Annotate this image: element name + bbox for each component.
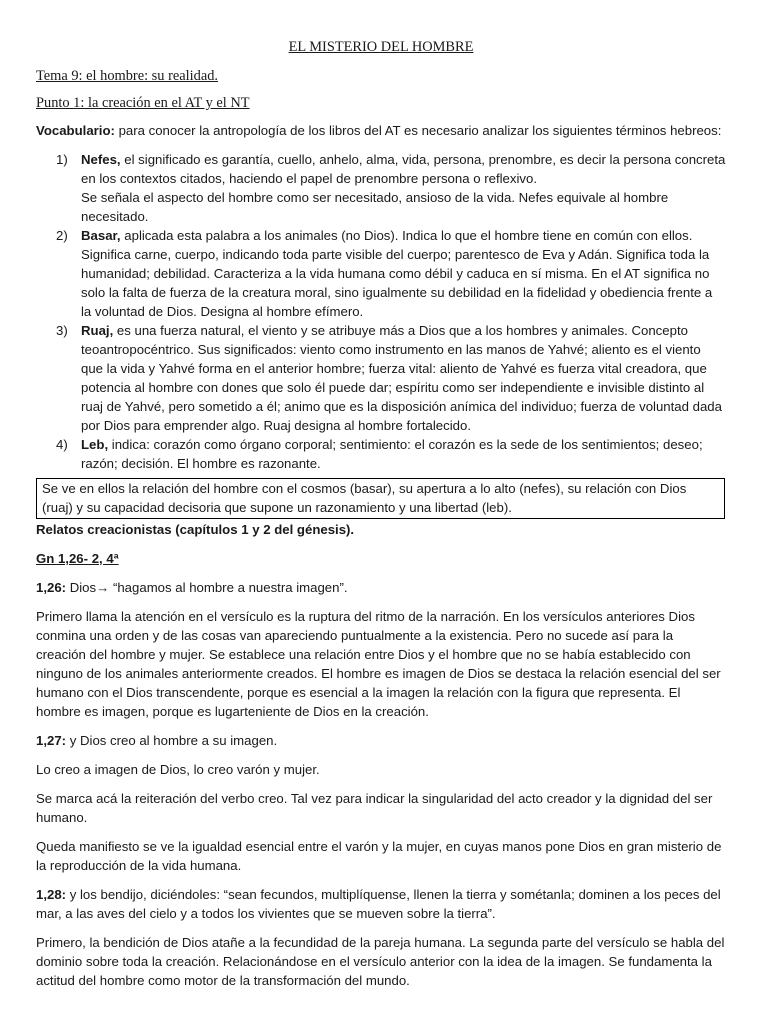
verse-ref: 1,26: bbox=[36, 580, 67, 595]
verse-1-26 bbox=[36, 578, 726, 597]
list-item bbox=[36, 435, 726, 473]
term-extra: Se señala el aspecto del hombre como ser necesitado, ansioso de la vida. Nefes equivale al hombre necesitado. bbox=[81, 190, 669, 224]
commentary-1-28: Primero, la bendición de Dios atañe a la fecundidad de la pareja humana. La segunda parte del versículo se habla del dominio sobre toda la creación. Relacionándose en el versículo anterior con la idea de la imagen. Se fundamenta la actitud del hombre como motor de la transformación del mundo. bbox=[36, 935, 725, 988]
list-number: 2) bbox=[56, 228, 68, 243]
term-text: es una fuerza natural, el viento y se atribuye más a Dios que a los hombres y animales. Concepto teoantropocéntrico. Sus significados: viento como instrumento en las manos de Yahvé; aliento es el viento que la vida y Yahvé forma en el anterior hombre; fuerza vital: aliento de Yahvé es fuerza vital creadora, que potencia al hombre con dones que solo él puede dar; espíritu como ser independiente e invisible distinto al ruaj de Yahvé, pero sometido a él; animo que es la disposición anímica del individuo; fuerza de voluntad dada por Dios para emprender algo. Ruaj designa al hombre fortalecido. bbox=[81, 323, 722, 433]
relatos-heading bbox=[36, 520, 726, 539]
commentary-1-27-a: Lo creo a imagen de Dios, lo creo varón y mujer. bbox=[36, 762, 320, 777]
boxed-summary: Se ve en ellos la relación del hombre con el cosmos (basar), su apertura a lo alto (nefes), su relación con Dios (ruaj) y su capacidad decisoria que supone un razonamiento y una libertad (leb). bbox=[36, 478, 725, 519]
list-number: 4) bbox=[56, 437, 68, 452]
list-item bbox=[36, 321, 726, 435]
verse-text: y los bendijo, diciéndoles: “sean fecundos, multiplíquense, llenen la tierra y sométanla; dominen a los peces del mar, a las aves del cielo y a todos los vivientes que se mueven sobre la tierra”. bbox=[36, 887, 721, 921]
list-number: 3) bbox=[56, 323, 68, 338]
tema-heading: Tema 9: el hombre: su realidad. bbox=[36, 68, 219, 84]
term-label: Leb, bbox=[81, 437, 109, 452]
commentary-1-26: Primero llama la atención en el versículo es la ruptura del ritmo de la narración. En los versículos anteriores Dios conmina una orden y de las cosas van apareciendo puntualmente a la existencia. Pero no sucede así para la creación del hombre y mujer. Se establece una relación entre Dios y el hombre que no se había establecido con ninguno de los animales anteriormente creados. El hombre es imagen de Dios se destaca la relación esencial del ser humano con el Dios transcendente, porque es esencial a la imagen la relación con la figura que representa. El hombre es imagen, porque es lugarteniente de Dios en la creación. bbox=[36, 609, 721, 719]
list-item bbox=[36, 150, 726, 226]
term-label: Ruaj, bbox=[81, 323, 114, 338]
term-label: Basar, bbox=[81, 228, 121, 243]
list-number: 1) bbox=[56, 152, 68, 167]
relatos-heading-text: Relatos creacionistas (capítulos 1 y 2 del génesis). bbox=[36, 522, 355, 537]
gn-heading bbox=[36, 549, 726, 568]
verse-text: Dios→ “hagamos al hombre a nuestra imagen”. bbox=[66, 580, 348, 595]
term-text: indica: corazón como órgano corporal; sentimiento: el corazón es la sede de los sentimientos; deseo; razón; decisión. El hombre es razonante. bbox=[81, 437, 703, 471]
verse-1-28 bbox=[36, 885, 726, 923]
terms-list bbox=[36, 150, 726, 473]
verse-1-27 bbox=[36, 731, 726, 750]
vocabulario-label: Vocabulario: bbox=[36, 123, 115, 138]
vocabulario-text: para conocer la antropología de los libros del AT es necesario analizar los siguientes términos hebreos: bbox=[114, 123, 722, 138]
verse-text: y Dios creo al hombre a su imagen. bbox=[66, 733, 278, 748]
term-text: aplicada esta palabra a los animales (no Dios). Indica lo que el hombre tiene en común con ellos. Significa carne, cuerpo, indicando toda parte visible del cuerpo; parentesco de Eva y Adán. Significa toda la humanidad; debilidad. Caracteriza a la vida humana como débil y caduca en sí misma. En el AT significa no solo la falta de fuerza de la creatura moral, sino igualmente su debilidad en la fidelidad y obediencia frente a la voluntad de Dios. Designa al hombre efímero. bbox=[81, 228, 713, 319]
list-item bbox=[36, 226, 726, 321]
commentary-1-27-b: Se marca acá la reiteración del verbo creo. Tal vez para indicar la singularidad del acto creador y la dignidad del ser humano. bbox=[36, 791, 713, 825]
document-page bbox=[36, 38, 726, 1000]
commentary-1-27-c: Queda manifiesto se ve la igualdad esencial entre el varón y la mujer, en cuyas manos pone Dios en gran misterio de la reproducción de la vida humana. bbox=[36, 839, 722, 873]
punto-heading: Punto 1: la creación en el AT y el NT bbox=[36, 95, 250, 111]
verse-ref: 1,27: bbox=[36, 733, 67, 748]
vocabulario-paragraph bbox=[36, 121, 726, 140]
gn-heading-text: Gn 1,26- 2, 4ª bbox=[36, 551, 119, 566]
verse-ref: 1,28: bbox=[36, 887, 67, 902]
term-text: el significado es garantía, cuello, anhelo, alma, vida, persona, prenombre, es decir la persona concreta en los contextos citados, haciendo el papel de prenombre persona o reflexivo. bbox=[81, 152, 726, 186]
document-title: EL MISTERIO DEL HOMBRE bbox=[288, 39, 474, 55]
term-label: Nefes, bbox=[81, 152, 121, 167]
